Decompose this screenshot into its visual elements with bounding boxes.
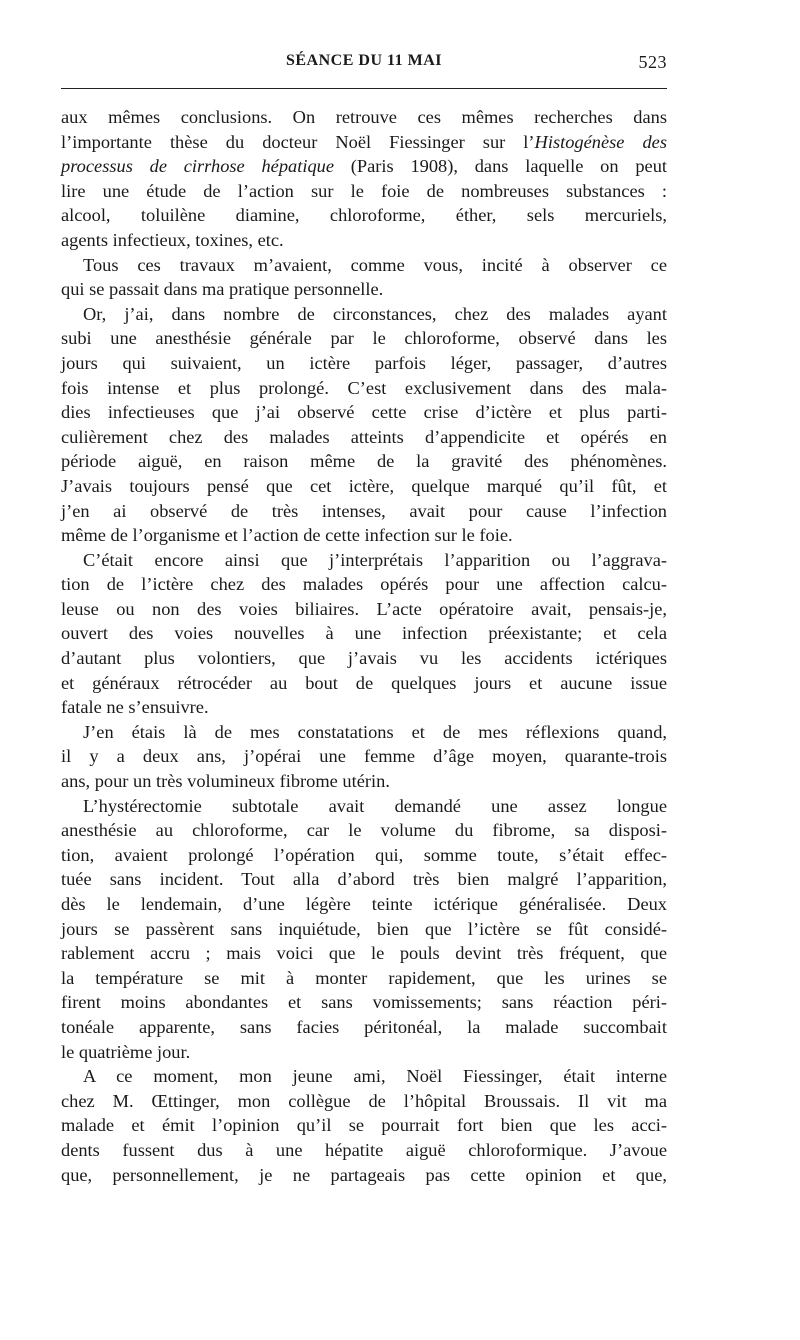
body-text <box>61 105 667 1187</box>
text-line: alcool, toluilène diamine, chloroforme, éther, sels mercuriels, <box>61 205 667 226</box>
text-line: chez M. Œttinger, mon collègue de l’hôpital Broussais. Il vit ma <box>61 1090 667 1111</box>
text-line: dents fussent dus à une hépatite aiguë chloroformique. J’avoue <box>61 1139 667 1160</box>
text-line: et généraux rétrocéder au bout de quelques jours et aucune issue <box>61 672 667 693</box>
text-line: C’était encore ainsi que j’interprétais l’apparition ou l’aggrava- <box>83 549 667 570</box>
text-line: jours qui suivaient, un ictère parfois léger, passager, d’autres <box>61 352 667 373</box>
italic-title: Histogénèse des <box>534 131 667 152</box>
text-line: subi une anesthésie générale par le chloroforme, observé dans les <box>61 328 667 349</box>
text-line: J’en étais là de mes constatations et de mes réflexions quand, <box>83 721 667 742</box>
text-line: le quatrième jour. <box>61 1041 191 1062</box>
text-line: période aiguë, en raison même de la gravité des phénomènes. <box>61 451 667 472</box>
text-line: firent moins abondantes et sans vomissements; sans réaction péri- <box>61 992 667 1013</box>
text-line: d’autant plus volontiers, que j’avais vu les accidents ictériques <box>61 648 667 669</box>
text-line: Tous ces travaux m’avaient, comme vous, incité à observer ce <box>83 254 667 275</box>
text-line: Or, j’ai, dans nombre de circonstances, chez des malades ayant <box>83 303 667 324</box>
text-line: lire une étude de l’action sur le foie de nombreuses substances : <box>61 180 667 201</box>
text-line: J’avais toujours pensé que cet ictère, quelque marqué qu’il fût, et <box>61 475 667 496</box>
text-line: tonéale apparente, sans facies péritonéal, la malade succombait <box>61 1016 667 1037</box>
text-line: anesthésie au chloroforme, car le volume du fibrome, sa disposi- <box>61 820 667 841</box>
text-line: fois intense et plus prolongé. C’est exclusivement dans des mala- <box>61 377 667 398</box>
text-line: tion, avaient prolongé l’opération qui, somme toute, s’était effec- <box>61 844 667 865</box>
italic-title: processus de cirrhose hépatique <box>61 156 335 177</box>
book-page <box>61 50 667 1187</box>
text-line: il y a deux ans, j’opérai une femme d’âge moyen, quarante-trois <box>61 746 667 767</box>
running-head-title: SÉANCE DU 11 MAI <box>285 52 442 69</box>
text-line: L’hystérectomie subtotale avait demandé une assez longue <box>83 795 667 816</box>
header-rule <box>61 88 667 89</box>
text-line: dies infectieuses que j’ai observé cette crise d’ictère et plus parti- <box>61 402 667 423</box>
text-line: tuée sans incident. Tout alla d’abord très bien malgré l’apparition, <box>61 869 667 890</box>
text-line: ans, pour un très volumineux fibrome utérin. <box>61 771 390 792</box>
text-line: agents infectieux, toxines, etc. <box>61 229 284 250</box>
running-head <box>61 50 667 74</box>
text-line: ouvert des voies nouvelles à une infection préexistante; et cela <box>61 623 667 644</box>
text-line: tion de l’ictère chez des malades opérés pour une affection calcu- <box>61 574 667 595</box>
text-line: j’en ai observé de très intenses, avait pour cause l’infection <box>61 500 667 521</box>
text-line: A ce moment, mon jeune ami, Noël Fiessinger, était interne <box>83 1066 667 1087</box>
text-line: qui se passait dans ma pratique personnelle. <box>61 279 384 300</box>
text-line: processus de cirrhose hépatique (Paris 1908), dans laquelle on peut <box>61 156 668 177</box>
text-line: que, personnellement, je ne partageais pas cette opinion et que, <box>61 1164 667 1185</box>
text-line: aux mêmes conclusions. On retrouve ces mêmes recherches dans <box>61 107 667 127</box>
text-line: l’importante thèse du docteur Noël Fiessinger sur l’Histogénèse des <box>61 131 667 152</box>
page-number: 523 <box>638 52 667 72</box>
text-line: malade et émit l’opinion qu’il se pourrait fort bien que les acci- <box>61 1115 667 1136</box>
text-line: fatale ne s’ensuivre. <box>61 697 209 718</box>
text-line: culièrement chez des malades atteints d’appendicite et opérés en <box>61 426 667 447</box>
text-line: même de l’organisme et l’action de cette infection sur le foie. <box>61 525 513 546</box>
text-line: la température se mit à monter rapidement, que les urines se <box>61 967 667 988</box>
text-line: dès le lendemain, d’une légère teinte ictérique généralisée. Deux <box>61 894 667 914</box>
text-line: jours se passèrent sans inquiétude, bien que l’ictère se fût considé- <box>61 918 667 939</box>
text-line: leuse ou non des voies biliaires. L’acte opératoire avait, pensais-je, <box>61 598 667 619</box>
text-line: rablement accru ; mais voici que le pouls devint très fréquent, que <box>61 943 667 964</box>
